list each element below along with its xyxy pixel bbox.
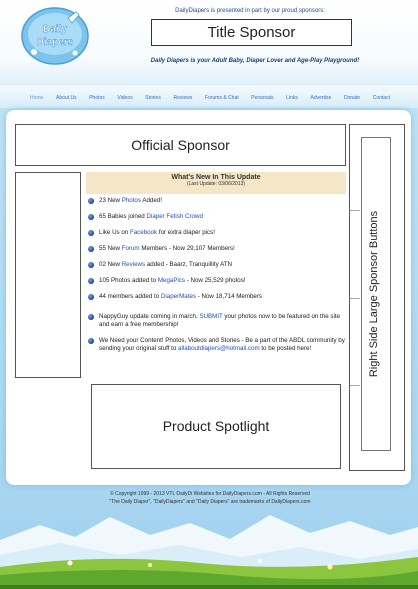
news-link[interactable]: Diaper Fetish Crowd — [146, 213, 203, 220]
news-item: 105 Photos added to MegaPics - Now 25,529 photos! — [86, 277, 346, 293]
news-list — [86, 197, 346, 353]
bullet-icon — [88, 262, 94, 268]
trademark-text: "The Daily Diaper", "DailyDiapers" and "Daily Diapers" are trademarks of DailyDiapers.com — [109, 499, 311, 505]
news-link[interactable]: Reviews — [121, 261, 146, 268]
nav-contact[interactable]: Contact — [372, 95, 390, 101]
news-link[interactable]: Photos — [121, 197, 141, 204]
nav-reviews[interactable]: Reviews — [173, 95, 193, 101]
bullet-icon — [88, 338, 94, 344]
site-logo[interactable] — [20, 6, 90, 68]
title-sponsor-banner[interactable]: Title Sponsor — [151, 19, 352, 46]
news-item: 02 New Reviews added - Baarz, Tranquillity ATN — [86, 261, 346, 277]
whats-new-title: What's New In This Update — [171, 174, 261, 181]
nav-photos[interactable]: Photos — [89, 95, 105, 101]
sponsor-line: DailyDiapers is presented in part by our proud sponsors: — [175, 8, 325, 14]
right-divider — [350, 385, 360, 386]
news-item: 23 New Photos Added! — [86, 197, 346, 213]
main-nav — [30, 95, 390, 101]
bullet-icon — [88, 314, 94, 320]
news-item: We Need your Content! Photos, Videos and Stories - Be a part of the ABDL community by sending your original stuff to allaboutdiapers@hotmail.com to be posted here! — [86, 337, 346, 353]
nav-stories[interactable]: Stories — [145, 95, 161, 101]
nav-personals[interactable]: Personals — [251, 95, 274, 101]
svg-text:Daily: Daily — [43, 24, 67, 35]
news-item: NappyGuy update coming in march. SUBMIT your photos now to be featured on the site and earn a free membership! — [86, 313, 346, 337]
bullet-icon — [88, 198, 94, 204]
bullet-icon — [88, 278, 94, 284]
nav-forums-chat[interactable]: Forums & Chat — [205, 95, 239, 101]
copyright-text: © Copyright 1999 - 2013 VTL DailyDi Websites for DailyDiapers.com - All Rights Reserved — [110, 491, 310, 497]
news-link[interactable]: MegaPics — [157, 277, 186, 284]
svg-text:Diapers: Diapers — [36, 37, 74, 48]
footer-copyright — [60, 490, 360, 506]
right-divider — [350, 298, 360, 299]
news-link[interactable]: Facebook — [129, 229, 158, 236]
nav-donate[interactable]: Donate — [343, 95, 361, 101]
news-link[interactable]: SUBMIT — [199, 313, 223, 320]
bullet-icon — [88, 230, 94, 236]
nav-links[interactable]: Links — [286, 95, 298, 101]
last-update-date: (Last Update: 03/06/2013) — [186, 181, 246, 187]
nav-videos[interactable]: Videos — [117, 95, 133, 101]
footer-landscape — [0, 505, 418, 589]
news-item: 55 New Forum Members - Now 29,107 Members! — [86, 245, 346, 261]
nav-home[interactable]: Home — [30, 95, 44, 101]
news-item: 65 Babies joined Diaper Fetish Crowd — [86, 213, 346, 229]
right-sponsor-label: Right Side Large Sponsor Buttons — [368, 210, 380, 378]
official-sponsor-banner[interactable]: Official Sponsor — [15, 124, 346, 166]
right-divider — [350, 210, 360, 211]
bullet-icon — [88, 246, 94, 252]
bullet-icon — [88, 214, 94, 220]
nav-advertise[interactable]: Advertise — [310, 95, 332, 101]
product-spotlight[interactable]: Product Spotlight — [91, 384, 341, 469]
news-link[interactable]: Forum — [121, 245, 140, 252]
nav-about-us[interactable]: About Us — [55, 95, 77, 101]
whats-new-header — [86, 172, 346, 194]
news-item: Like Us on Facebook for extra diaper pics! — [86, 229, 346, 245]
bullet-icon — [88, 294, 94, 300]
news-item: 44 members added to DiaperMates - Now 18,714 Members — [86, 293, 346, 309]
left-sponsor-column[interactable] — [15, 172, 81, 378]
news-link[interactable]: allaboutdiapers@hotmail.com — [178, 345, 260, 352]
site-tagline: Daily Diapers is your Adult Baby, Diaper Lover and Age-Play Playground! — [150, 58, 360, 64]
news-link[interactable]: DiaperMates — [160, 293, 196, 300]
